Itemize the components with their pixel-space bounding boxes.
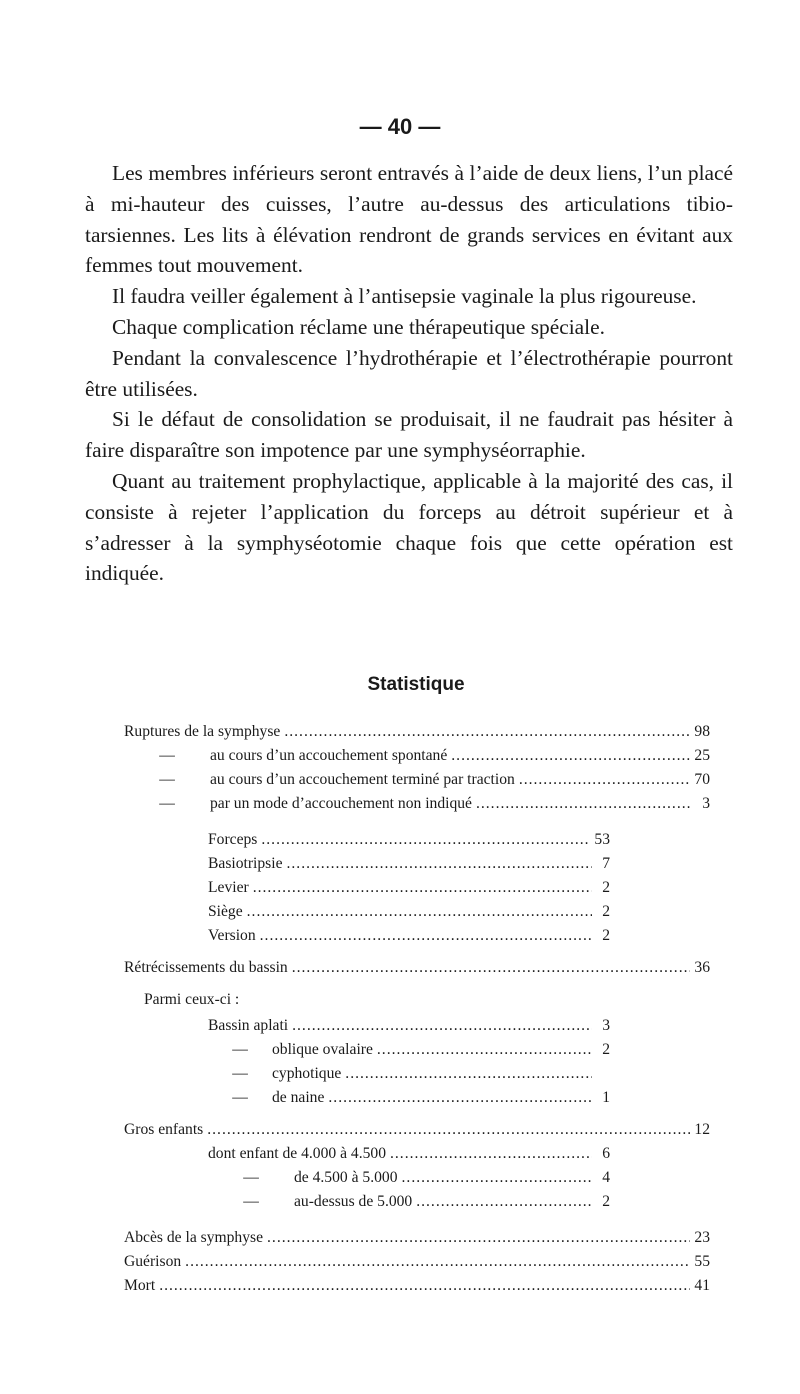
- dash-mark: —: [232, 1041, 248, 1058]
- stat-value: 25: [694, 747, 710, 764]
- stat-label: au-dessus de 5.000: [294, 1193, 413, 1210]
- stat-value: 2: [602, 1041, 610, 1058]
- stat-label: Basiotripsie: [208, 855, 283, 872]
- weight-row: [208, 1190, 610, 1214]
- dot-leader: [247, 900, 592, 924]
- stat-value: 23: [694, 1229, 710, 1246]
- dash-mark: —: [159, 795, 175, 812]
- dot-leader: [345, 1062, 592, 1086]
- dot-leader: [159, 1274, 690, 1298]
- stat-label: de naine: [272, 1089, 325, 1106]
- stat-label: au cours d’un accouchement terminé par traction: [210, 771, 515, 788]
- dot-leader: [267, 1226, 690, 1250]
- dot-leader: [390, 1142, 592, 1166]
- stat-value: 1: [602, 1089, 610, 1106]
- stat-value: 3: [702, 795, 710, 812]
- stat-value: 2: [602, 879, 610, 896]
- dot-leader: [416, 1190, 592, 1214]
- stat-value: 2: [602, 903, 610, 920]
- dot-leader: [185, 1250, 690, 1274]
- stat-row-guerison: [124, 1250, 710, 1274]
- method-row: [208, 828, 610, 852]
- stat-subrow: [124, 792, 710, 816]
- dot-leader: [253, 876, 592, 900]
- dot-leader: [451, 744, 690, 768]
- dot-leader: [377, 1038, 592, 1062]
- stat-label: par un mode d’accouchement non indiqué: [210, 795, 472, 812]
- stat-label: Forceps: [208, 831, 258, 848]
- stat-value: 2: [602, 1193, 610, 1210]
- dash-mark: —: [243, 1169, 259, 1186]
- stat-value: 41: [694, 1277, 710, 1294]
- stat-label: dont enfant de 4.000 à 4.500: [208, 1145, 386, 1162]
- stat-value: 55: [694, 1253, 710, 1270]
- paragraph: Les membres inférieurs seront entravés à l’aide de deux liens, l’un placé à mi-hauteur des cuisses, l’autre au-dessus des articulations tibio-tarsiennes. Les lits à élévation rendront de grands services en évitant aux femmes tout mouvement.: [85, 161, 733, 278]
- parmi-label-row: [124, 988, 710, 1012]
- dot-leader: [260, 924, 592, 948]
- method-row: [208, 852, 610, 876]
- stat-label: de 4.500 à 5.000: [294, 1169, 398, 1186]
- stat-label: Levier: [208, 879, 249, 896]
- bassin-row: [208, 1038, 610, 1062]
- dot-leader: [292, 1014, 592, 1038]
- dash-mark: —: [159, 747, 175, 764]
- page-number: — 40 —: [359, 114, 441, 139]
- bassin-row: [208, 1062, 610, 1086]
- dot-leader: [207, 1118, 690, 1142]
- stat-label: Abcès de la symphyse: [124, 1229, 264, 1246]
- paragraph: Il faudra veiller également à l’antisepsie vaginale la plus rigoureuse.: [112, 284, 697, 309]
- method-row: [208, 876, 610, 900]
- stat-value: 7: [602, 855, 610, 872]
- method-row: [208, 900, 610, 924]
- stat-label: Rétrécissements du bassin: [124, 959, 288, 976]
- dot-leader: [519, 768, 691, 792]
- dash-mark: —: [159, 771, 175, 788]
- bassin-row: [208, 1014, 610, 1038]
- stat-label: Guérison: [124, 1253, 182, 1270]
- dot-leader: [292, 956, 691, 980]
- dot-leader: [284, 720, 690, 744]
- stat-label: Gros enfants: [124, 1121, 204, 1138]
- stat-label: au cours d’un accouchement spontané: [210, 747, 448, 764]
- dot-leader: [261, 828, 590, 852]
- method-row: [208, 924, 610, 948]
- body-text: [85, 158, 733, 589]
- stat-label: cyphotique: [272, 1065, 342, 1082]
- stat-label: Mort: [124, 1277, 156, 1294]
- stat-row-abces: [124, 1226, 710, 1250]
- dot-leader: [402, 1166, 592, 1190]
- weight-row: [208, 1142, 610, 1166]
- parmi-label: Parmi ceux-ci :: [144, 991, 240, 1008]
- dot-leader: [476, 792, 692, 816]
- stat-row-retrecissements: [124, 956, 710, 980]
- bassin-row: [208, 1086, 610, 1110]
- bassin-list: [124, 1014, 610, 1110]
- paragraph: Chaque complication réclame une thérapeutique spéciale.: [112, 314, 605, 339]
- stat-label: Siège: [208, 903, 243, 920]
- gros-enfants-list: [124, 1142, 610, 1214]
- stat-row-gros-enfants: [124, 1118, 710, 1142]
- dash-mark: —: [232, 1089, 248, 1106]
- stat-label: Bassin aplati: [208, 1017, 289, 1034]
- stat-label: Version: [208, 927, 256, 944]
- statistics-table: [124, 720, 710, 1298]
- stat-value: 53: [594, 831, 610, 848]
- method-list: [124, 828, 610, 948]
- stat-label: oblique ovalaire: [272, 1041, 373, 1058]
- stat-value: 36: [694, 959, 710, 976]
- stat-value: 6: [602, 1145, 610, 1162]
- section-title: Statistique: [367, 674, 465, 695]
- weight-row: [208, 1166, 610, 1190]
- stat-label: Ruptures de la symphyse: [124, 723, 281, 740]
- stat-row-mort: [124, 1274, 710, 1298]
- stat-value: 4: [602, 1169, 610, 1186]
- paragraph: Si le défaut de consolidation se produisait, il ne faudrait pas hésiter à faire disparaître son impotence par une symphyséorraphie.: [85, 407, 733, 463]
- dot-leader: [287, 852, 593, 876]
- stat-subrow: [124, 768, 710, 792]
- stat-subrow: [124, 744, 710, 768]
- dot-leader: [328, 1086, 592, 1110]
- stat-value: 3: [602, 1017, 610, 1034]
- stat-row-ruptures: [124, 720, 710, 744]
- stat-value: 12: [694, 1121, 710, 1138]
- dash-mark: —: [243, 1193, 259, 1210]
- dash-mark: —: [232, 1065, 248, 1082]
- paragraph: Quant au traitement prophylactique, applicable à la majorité des cas, il consiste à rejeter l’application du forceps au détroit supérieur et à s’adresser à la symphyséotomie chaque fois que cette opération est indiquée.: [85, 468, 733, 586]
- paragraph: Pendant la convalescence l’hydrothérapie et l’électrothérapie pourront être utilisées.: [85, 345, 733, 401]
- stat-value: 2: [602, 927, 610, 944]
- stat-value: 98: [694, 723, 710, 740]
- stat-value: 70: [694, 771, 710, 788]
